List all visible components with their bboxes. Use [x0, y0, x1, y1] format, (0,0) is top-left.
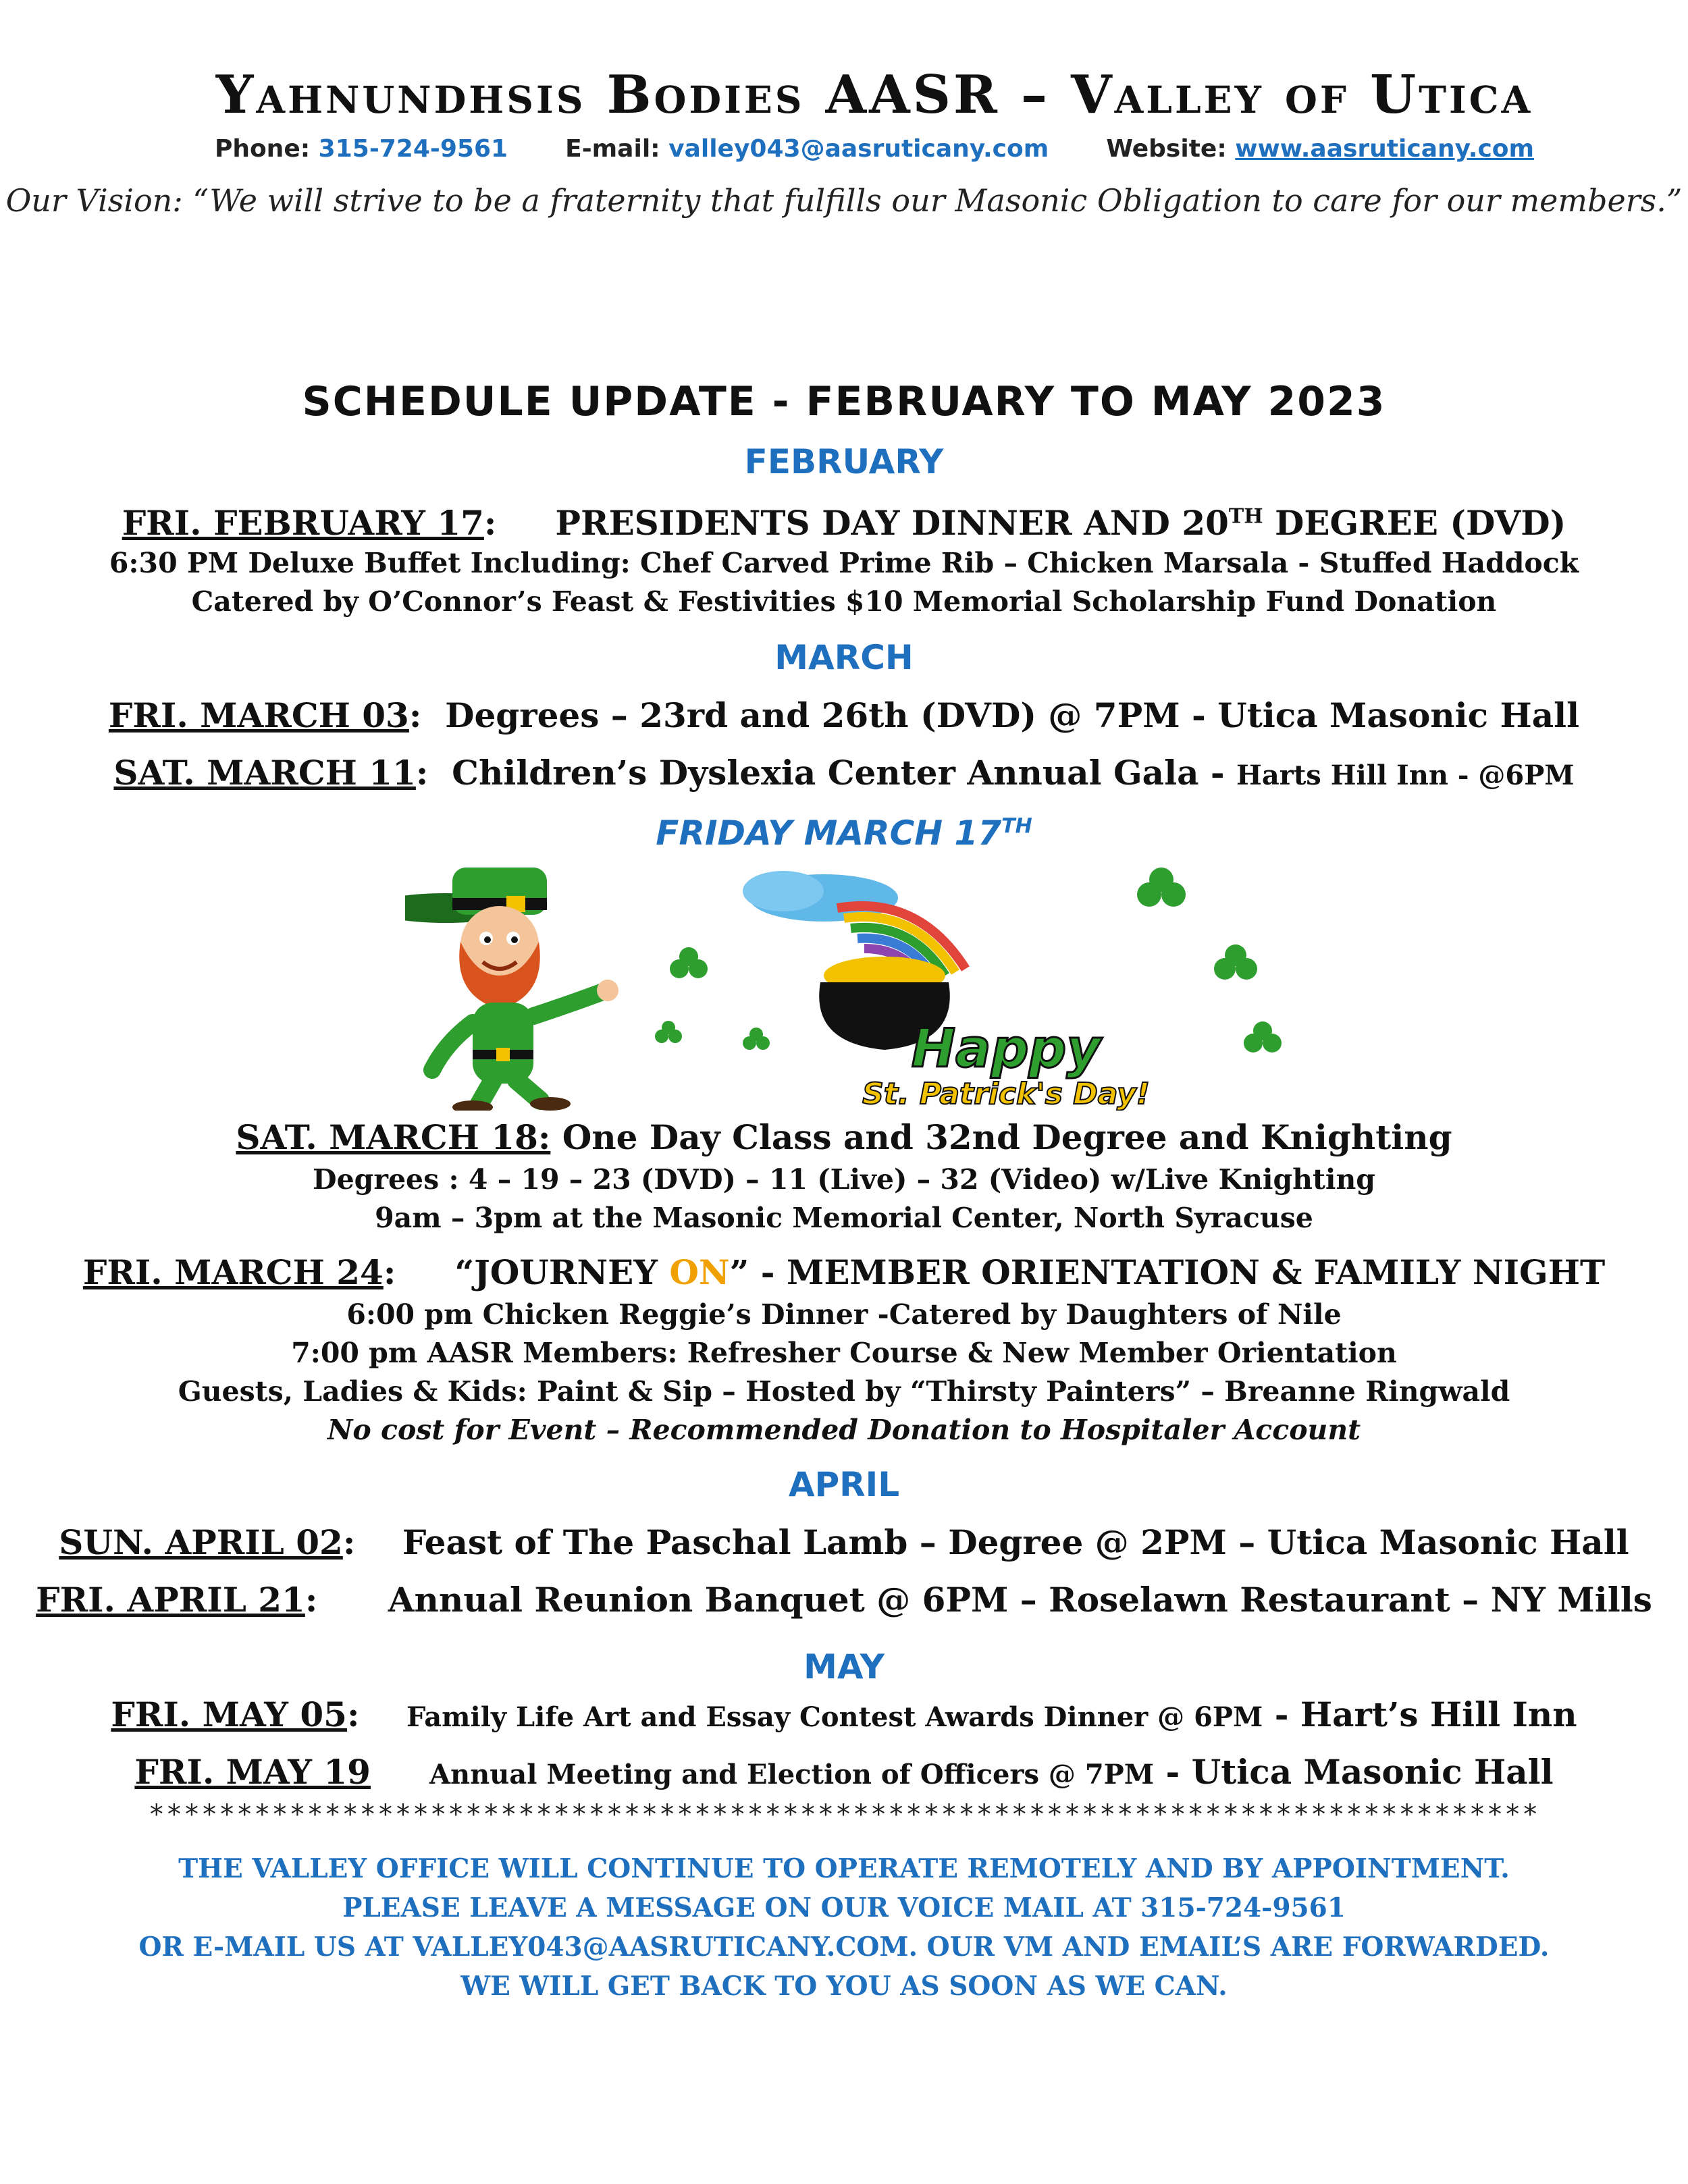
email-label: E-mail:: [565, 135, 660, 163]
event-date: SUN. APRIL 02: [59, 1522, 343, 1562]
greeting-happy: Happy: [911, 1019, 1101, 1080]
event-title-pre: “JOURNEY: [454, 1252, 670, 1292]
event-date: FRI. MAY 19: [134, 1752, 371, 1792]
event-feb17-caterer: Catered by O’Connor’s Feast & Festivities $10 Memorial Scholarship Fund Donation: [191, 585, 1497, 618]
event-title-highlight: ON: [669, 1252, 730, 1292]
schedule-title: SCHEDULE UPDATE - FEBRUARY TO MAY 2023: [302, 378, 1386, 425]
event-mar18-time-location: 9am – 3pm at the Masonic Memorial Center, North Syracuse: [375, 1202, 1313, 1234]
event-title: Degrees – 23rd and 26th (DVD) @ 7PM - Utica Masonic Hall: [445, 695, 1580, 735]
website-label: Website:: [1106, 135, 1227, 163]
office-notice-line-3: OR E-MAIL US AT VALLEY043@AASRUTICANY.COM. OUR VM AND EMAIL’S ARE FORWARDED.: [138, 1932, 1550, 1963]
superscript: TH: [1001, 814, 1032, 838]
event-mar11-heading: SAT. MARCH 11: Children’s Dyslexia Center Annual Gala - Harts Hill Inn - @6PM: [113, 753, 1575, 793]
event-mar24-heading: FRI. MARCH 24: “JOURNEY ON” - MEMBER ORIENTATION & FAMILY NIGHT: [82, 1252, 1606, 1292]
event-may05-heading: FRI. MAY 05: Family Life Art and Essay Contest Awards Dinner @ 6PM - Hart’s Hill Inn: [111, 1695, 1577, 1734]
event-may19-heading: [0, 1752, 1688, 1792]
separator-line: *******************************************************************************: [148, 1799, 1540, 1830]
month-heading-february: FEBRUARY: [744, 442, 944, 481]
phone-label: Phone:: [214, 135, 311, 163]
event-title: Children’s Dyslexia Center Annual Gala -: [452, 753, 1237, 793]
office-notice-line-2: PLEASE LEAVE A MESSAGE ON OUR VOICE MAIL AT 315-724-9561: [342, 1892, 1346, 1923]
event-title: Family Life Art and Essay Contest Awards Dinner @ 6PM: [406, 1701, 1263, 1733]
month-heading-april: APRIL: [788, 1465, 900, 1504]
event-feb17-menu: 6:30 PM Deluxe Buffet Including: Chef Carved Prime Rib – Chicken Marsala - Stuffed Haddock: [109, 547, 1579, 579]
event-mar18-degrees: Degrees : 4 – 19 – 23 (DVD) – 11 (Live) – 32 (Video) w/Live Knighting: [313, 1163, 1375, 1196]
greeting-st-patricks-day: St. Patrick's Day!: [862, 1077, 1150, 1111]
event-date: FRI. MARCH 24: [82, 1252, 384, 1292]
event-date: FRI. MARCH 03: [108, 695, 409, 735]
event-title-post: ” - MEMBER ORIENTATION & FAMILY NIGHT: [729, 1252, 1606, 1292]
event-date: SAT. MARCH 11: [113, 753, 416, 793]
phone-number[interactable]: 315-724-9561: [318, 135, 508, 163]
event-mar24-paint-sip: Guests, Ladies & Kids: Paint & Sip – Hosted by “Thirsty Painters” – Breanne Ringwald: [178, 1375, 1510, 1408]
event-title: One Day Class and 32nd Degree and Knighting: [550, 1117, 1452, 1157]
organization-title: Yahnundhsis Bodies AASR – Valley of Utica: [215, 64, 1533, 126]
event-feb17-heading: FRI. FEBRUARY 17: PRESIDENTS DAY DINNER AND 20TH DEGREE (DVD): [122, 503, 1566, 543]
office-notice-line-1: THE VALLEY OFFICE WILL CONTINUE TO OPERATE REMOTELY AND BY APPOINTMENT.: [178, 1853, 1510, 1884]
event-apr21-heading: FRI. APRIL 21: Annual Reunion Banquet @ 6PM – Roselawn Restaurant – NY Mills: [36, 1580, 1652, 1620]
email-address[interactable]: valley043@aasruticany.com: [668, 135, 1049, 163]
event-venue: - Hart’s Hill Inn: [1263, 1695, 1577, 1734]
event-venue: Harts Hill Inn - @6PM: [1236, 760, 1575, 791]
event-mar18-heading: [0, 1117, 1688, 1157]
event-venue: - Utica Masonic Hall: [1154, 1752, 1554, 1792]
leprechaun-figure: [405, 868, 618, 1111]
vision-statement: Our Vision: “We will strive to be a fraternity that fulfills our Masonic Obligation to care for our members.”: [5, 182, 1683, 219]
st-patricks-date: FRIDAY MARCH 17: [656, 814, 1002, 853]
event-mar24-orientation: 7:00 pm AASR Members: Refresher Course & New Member Orientation: [291, 1337, 1397, 1369]
event-title: Feast of The Paschal Lamb – Degree @ 2PM – Utica Masonic Hall: [402, 1522, 1629, 1562]
event-date: FRI. APRIL 21: [36, 1580, 305, 1620]
month-heading-st-patricks: [0, 814, 1688, 853]
event-apr02-heading: SUN. APRIL 02: Feast of The Paschal Lamb – Degree @ 2PM – Utica Masonic Hall: [59, 1522, 1629, 1562]
event-mar24-cost-note: No cost for Event – Recommended Donation to Hospitaler Account: [327, 1414, 1361, 1446]
office-notice-line-4: WE WILL GET BACK TO YOU AS SOON AS WE CAN.: [460, 1971, 1228, 2002]
event-mar24-dinner: 6:00 pm Chicken Reggie’s Dinner -Catered by Daughters of Nile: [346, 1298, 1342, 1331]
superscript: TH: [1228, 504, 1263, 529]
website-link[interactable]: www.aasruticany.com: [1235, 135, 1535, 163]
event-title: Annual Reunion Banquet @ 6PM – Roselawn Restaurant – NY Mills: [388, 1580, 1652, 1620]
month-heading-march: MARCH: [774, 638, 914, 677]
event-title: PRESIDENTS DAY DINNER AND 20: [555, 503, 1229, 543]
event-mar03-heading: FRI. MARCH 03: Degrees – 23rd and 26th (DVD) @ 7PM - Utica Masonic Hall: [108, 695, 1580, 735]
month-heading-may: MAY: [803, 1647, 885, 1686]
event-title: Annual Meeting and Election of Officers @ 7PM: [429, 1759, 1155, 1790]
event-date: FRI. MAY 05: [111, 1695, 347, 1734]
event-title-end: DEGREE (DVD): [1263, 503, 1566, 543]
event-date: SAT. MARCH 18:: [236, 1117, 551, 1157]
contact-line: [61, 135, 1688, 163]
event-date: FRI. FEBRUARY 17: [122, 503, 484, 543]
st-patricks-illustration: [405, 868, 1283, 1111]
